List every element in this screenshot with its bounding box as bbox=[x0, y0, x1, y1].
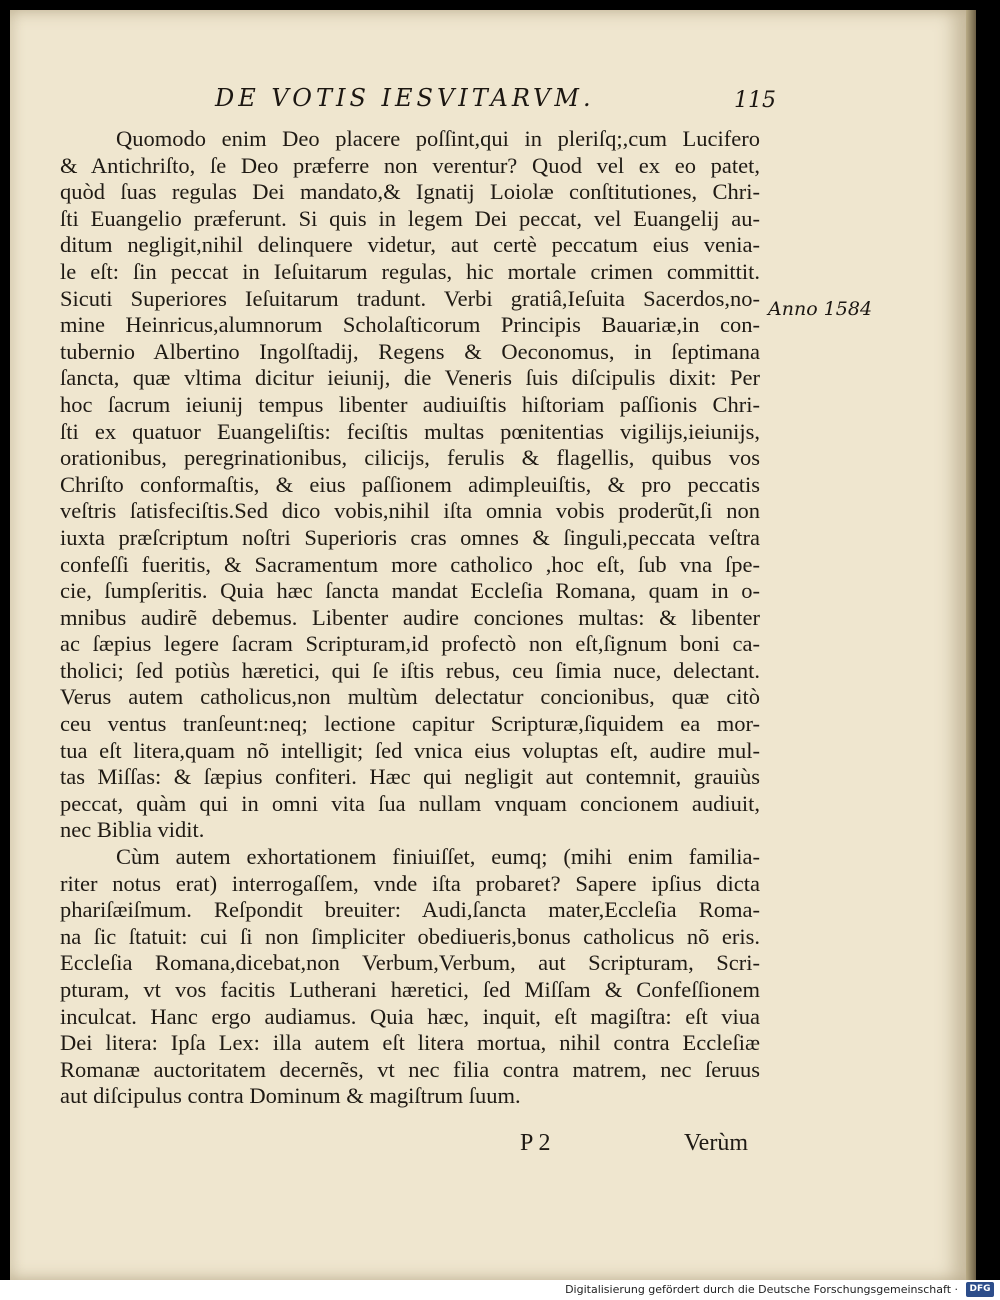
page-edge bbox=[966, 10, 976, 1280]
text-line: phariſæiſmum. Reſpondit breuiter: Audi,ſancta mater,Eccleſia Roma- bbox=[60, 897, 760, 923]
text-line: Dei litera: Ipſa Lex: illa autem eſt litera mortua, nihil contra Eccleſiæ bbox=[60, 1030, 760, 1056]
dfg-logo-icon: DFG bbox=[966, 1282, 994, 1297]
funding-notice: Digitalisierung gefördert durch die Deutsche Forschungsgemeinschaft · bbox=[565, 1283, 958, 1296]
text-line: ſti ex quatuor Euangeliſtis: feciſtis multas pœnitentias vigilijs,ieiunijs, bbox=[60, 418, 760, 444]
catchword: Verùm bbox=[684, 1130, 748, 1156]
text-line: aut diſcipulus contra Dominum & magiſtrum ſuum. bbox=[60, 1083, 521, 1109]
text-line: tubernio Albertino Ingolſtadij, Regens & Oeconomus, in ſeptimana bbox=[60, 338, 760, 364]
text-line: Quomodo enim Deo placere poſſint,qui in pleriſq;,cum Lucifero bbox=[116, 126, 760, 151]
text-line: hoc ſacrum ieiunij tempus libenter audiuiſtis hiſtoriam paſſionis Chri- bbox=[60, 391, 760, 417]
running-head: DE VOTIS IESVITARVM. bbox=[215, 84, 595, 112]
text-line: le eſt: ſin peccat in Ieſuitarum regulas, hic mortale crimen committit. bbox=[60, 258, 760, 284]
text-line: tua eſt litera,quam nõ intelligit; ſed vnica eius voluptas eſt, audire mul- bbox=[60, 737, 760, 763]
footer-bar bbox=[0, 1280, 1000, 1300]
text-line: Chriſto conformaſtis, & eius paſſionem adimpleuiſtis, & pro peccatis bbox=[60, 471, 760, 497]
text-line: tas Miſſas: & ſæpius confiteri. Hæc qui negligit aut contemnit, grauiùs bbox=[60, 764, 760, 790]
text-line: riter notus erat) interrogaſſem, vnde iſta probaret? Sapere ipſius dicta bbox=[60, 870, 760, 896]
text-line: ceu ventus tranſeunt:neq; lectione capitur Scripturæ,ſiquidem ea mor- bbox=[60, 711, 760, 737]
text-line: mine Heinricus,alumnorum Scholaſticorum Principis Bauariæ,in con- bbox=[60, 312, 760, 338]
text-line: quòd ſuas regulas Dei mandato,& Ignatij Loiolæ conſtitutiones, Chri- bbox=[60, 179, 760, 205]
text-line: iuxta præſcriptum noſtri Superioris cras omnes & ſinguli,peccata veſtra bbox=[60, 524, 760, 550]
text-line: tholici; ſed potiùs hæretici, qui ſe iſtis rebus, ceu ſimia nuce, delectant. bbox=[60, 657, 760, 683]
text-line: na ſic ſtatuit: cui ſi non ſimpliciter obediueris,bonus catholicus nõ eris. bbox=[60, 923, 760, 949]
text-line: ac ſæpius legere ſacram Scripturam,id profectò non eſt,ſignum boni ca- bbox=[60, 631, 760, 657]
page-number: 115 bbox=[734, 88, 776, 113]
text-line: Eccleſia Romana,dicebat,non Verbum,Verbum, aut Scripturam, Scri- bbox=[60, 950, 760, 976]
text-line: orationibus, peregrinationibus, cilicijs, ferulis & flagellis, quibus vos bbox=[60, 445, 760, 471]
text-line: inculcat. Hanc ergo audiamus. Quia hæc, inquit, eſt magiſtra: eſt viua bbox=[60, 1003, 760, 1029]
text-line: pturam, vt vos facitis Lutherani hæretici, ſed Miſſam & Confeſſionem bbox=[60, 977, 760, 1002]
text-line: ſti Euangelio præferunt. Si quis in legem Dei peccat, vel Euangelij au- bbox=[60, 205, 760, 231]
text-line: nec Biblia vidit. bbox=[60, 817, 205, 843]
text-line: Romanæ auctoritatem decernẽs, vt nec filia contra matrem, nec ſeruus bbox=[60, 1056, 760, 1082]
text-line: ſancta, quæ vltima dicitur ieiunij, die Veneris ſuis diſcipulis dixit: Per bbox=[60, 365, 760, 391]
text-line: Sicuti Superiores Ieſuitarum tradunt. Verbi gratiâ,Ieſuita Sacerdos,no- bbox=[60, 285, 760, 311]
text-line: & Antichriſto, ſe Deo præferre non verentur? Quod vel ex eo patet, bbox=[60, 152, 760, 178]
text-line: confeſſi fueritis, & Sacramentum more catholico ,hoc eſt, ſub vna ſpe- bbox=[60, 551, 760, 577]
text-line: ditum negligit,nihil delinquere videtur, aut certè peccatum eius venia- bbox=[60, 232, 760, 258]
text-line: veſtris ſatisfeciſtis.Sed dico vobis,nihil iſta omnia vobis proderũt,ſi non bbox=[60, 498, 760, 524]
text-line: peccat, quàm qui in omni vita ſua nullam vnquam concionem audiuit, bbox=[60, 790, 760, 816]
body-text bbox=[60, 126, 760, 1110]
text-line: Verus autem catholicus,non multùm delectatur concionibus, quæ citò bbox=[60, 684, 760, 710]
text-line: cie, ſumpſeritis. Quia hæc ſancta mandat Eccleſia Romana, quam in o- bbox=[60, 578, 760, 604]
margin-note: Anno 1584 bbox=[768, 298, 873, 320]
signature-mark: P 2 bbox=[520, 1130, 551, 1156]
text-line: mnibus audirẽ debemus. Libenter audire conciones multas: & libenter bbox=[60, 604, 760, 630]
text-line: Cùm autem exhortationem finiuiſſet, eumq; (mihi enim familia- bbox=[116, 844, 760, 870]
